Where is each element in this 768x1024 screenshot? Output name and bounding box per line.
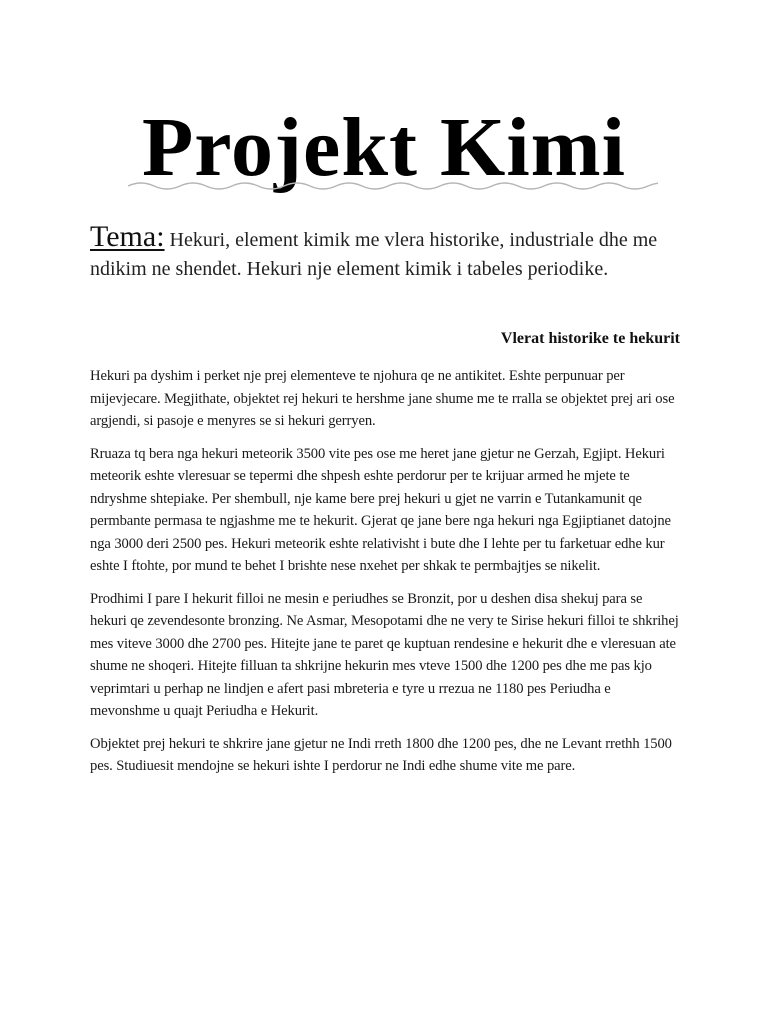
paragraph: Rruaza tq bera nga hekuri meteorik 3500 vite pes ose me heret jane gjetur ne Gerzah, Egjipt. Hekuri meteorik eshte vleresuar se tepermi dhe shpesh eshte perdorur per te krijuar armed he mjete te ndryshme shtepiake. Per shembull, nje kame bere prej hekuri u gjet ne varrin e Tutankamunit qe permbante permasa te ngjashme me te hekurit. Gjerat qe jane bere nga hekuri nga Egjiptianet datojne nga 3000 deri 2500 pes. Hekuri meteorik eshte relativisht i bute dhe I lehte per tu farketuar edhe kur eshte I ftohte, por mund te behet I brishte nese nxehet per shkak te permbajtjes se nikelit.	[90, 445, 671, 574]
tema-section	[90, 222, 690, 284]
paragraph: Prodhimi I pare I hekurit filloi ne mesin e periudhes se Bronzit, por u deshen disa shekuj para se hekuri qe zevendesonte bronzing. Ne Asmar, Mesopotami dhe ne very te Sirise hekuri filloi te shkrihej mes viteve 3000 dhe 2700 pes. Hitejte jane te paret qe kuptuan rendesine e hekurit dhe e vleresuan ate shume ne shoqeri. Hitejte filluan ta shkrijne hekurin mes vteve 1500 dhe 1200 pes dhe me pas kjo veprimtari u perhap ne lindjen e afert pasi mbreteria e tyre u rrezua ne 1180 pes Periudha e mevonshme u quajt Periudha e Hekurit.	[90, 590, 679, 719]
paragraph: Hekuri pa dyshim i perket nje prej elementeve te njohura qe ne antikitet. Eshte perpunuar per mijevjecare. Megjithate, objektet rej hekuri te hershme jane shume me te rralla se objektet prej ari ose argjendi, si pasoje e menyres se si hekuri gerryen.	[90, 368, 675, 429]
tema-text: Hekuri, element kimik me vlera historike, industriale dhe me ndikim ne shendet. Hekuri nje element kimik i tabeles periodike.	[90, 229, 658, 280]
paragraph: Objektet prej hekuri te shkrire jane gjetur ne Indi rreth 1800 dhe 1200 pes, dhe ne Levant rrethh 1500 pes. Studiuesit mendojne se hekuri ishte I perdorur ne Indi edhe shume vite me pare.	[90, 735, 672, 774]
page-title: Projekt Kimi	[141, 101, 626, 194]
body-text	[90, 365, 682, 788]
tema-label: Tema:	[90, 220, 165, 253]
title-underline-wave	[128, 180, 658, 192]
section-heading: Vlerat historike te hekurit	[500, 330, 680, 347]
